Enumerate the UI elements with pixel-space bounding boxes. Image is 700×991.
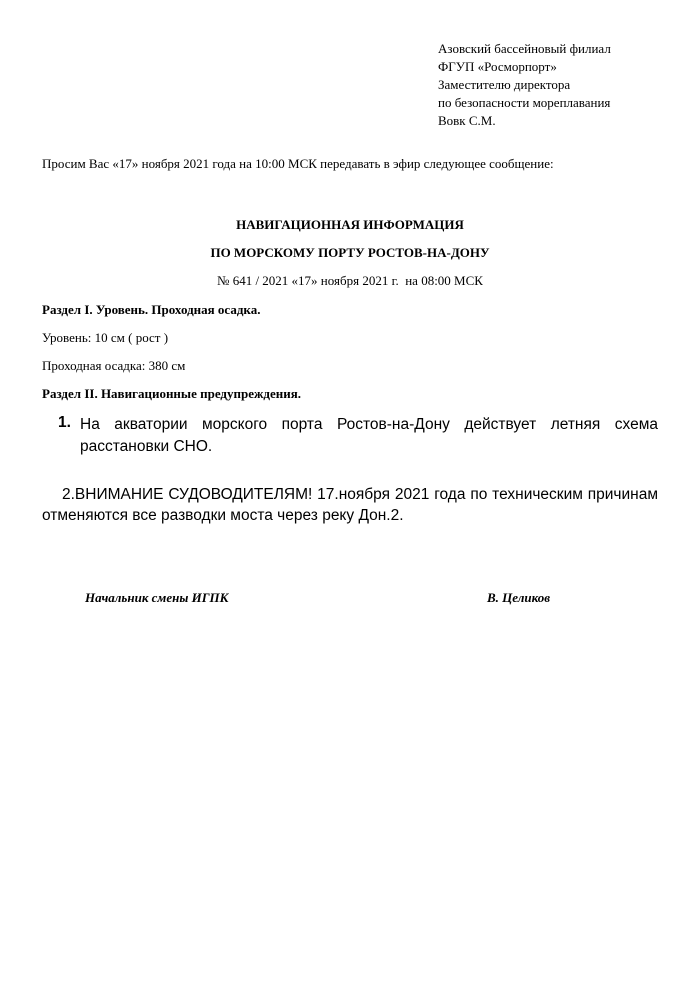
addressee-block xyxy=(438,40,611,130)
section-2-heading: Раздел II. Навигационные предупреждения. xyxy=(42,386,302,401)
addressee-line-5: Вовк С.М. xyxy=(438,113,496,128)
addressee-line-2: ФГУП «Росморпорт» xyxy=(438,59,557,74)
section-1-heading: Раздел I. Уровень. Проходная осадка. xyxy=(42,302,261,317)
addressee-line-1: Азовский бассейновый филиал xyxy=(438,41,611,56)
document-title: НАВИГАЦИОННАЯ ИНФОРМАЦИЯ xyxy=(236,217,464,232)
passage-draft: Проходная осадка: 380 см xyxy=(42,358,186,373)
warning-1-text: На акватории морского порта Ростов-на-Дону действует летняя схема расстановки СНО. xyxy=(80,416,658,455)
warning-1-number: 1. xyxy=(58,414,71,431)
addressee-line-4: по безопасности мореплавания xyxy=(438,95,611,110)
document-subtitle: ПО МОРСКОМУ ПОРТУ РОСТОВ-НА-ДОНУ xyxy=(210,245,490,260)
request-text: Просим Вас «17» ноября 2021 года на 10:00 МСК передавать в эфир следующее сообщение: xyxy=(42,156,554,171)
signature-title: Начальник смены ИГПК xyxy=(85,590,229,605)
warning-2-text: 2.ВНИМАНИЕ СУДОВОДИТЕЛЯМ! 17.ноября 2021 года по техническим причинам отменяются все разводки моста через реку Дон.2. xyxy=(42,486,658,524)
addressee-line-3: Заместителю директора xyxy=(438,77,571,92)
signature-name: В. Целиков xyxy=(487,590,551,605)
document-number: № 641 / 2021 «17» ноября 2021 г. на 08:00 МСК xyxy=(217,273,483,288)
water-level: Уровень: 10 см ( рост ) xyxy=(42,330,169,345)
